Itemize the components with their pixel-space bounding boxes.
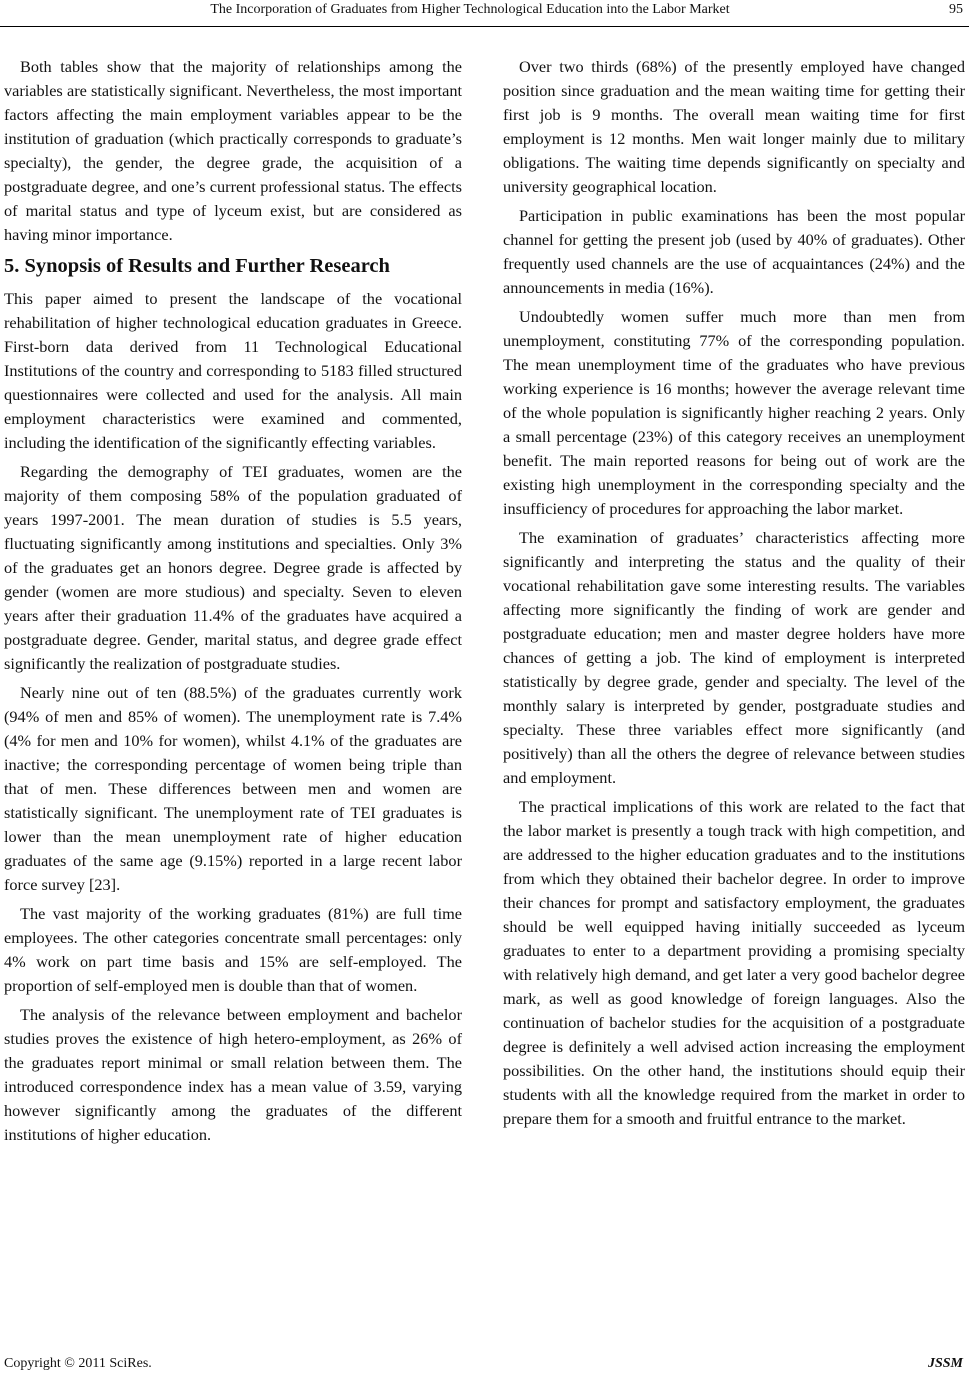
journal-abbreviation: JSSM bbox=[927, 1356, 963, 1371]
copyright-notice: Copyright © 2011 SciRes. bbox=[4, 1356, 152, 1371]
page-number: 95 bbox=[949, 2, 963, 17]
paragraph: Undoubtedly women suffer much more than men from unemployment, constituting 77% of the corresponding population. The mean unemployment time of the graduates who have previous working experience is 16 months; however the average relevant time of the whole population is significantly higher reaching 2 years. Only a small percentage (23%) of this category receives an unemployment benefit. The main reported reasons for being out of work are the existing high unemployment in the corresponding specialty and the insufficiency of procedures for approaching the labor market. bbox=[503, 307, 965, 518]
section-heading: 5. Synopsis of Results and Further Research bbox=[4, 255, 390, 277]
paragraph: Nearly nine out of ten (88.5%) of the graduates currently work (94% of men and 85% of women). The unemployment rate is 7.4% (4% for men and 10% for women), whilst 4.1% of the graduates are inactive; the corresponding percentage of women being triple than that of men. These differences between men and women are statistically significant. The unemployment rate of TEI graduates is lower than the mean unemployment rate of higher education graduates of the same age (9.15%) reported in a large recent labor force survey [23]. bbox=[4, 683, 462, 894]
paragraph: The examination of graduates’ characteristics affecting more significantly and interpreting the status and the quality of their vocational rehabilitation gave some interesting results. The variables affecting more significantly the finding of work are gender and postgraduate education; men and master degree holders have more chances of getting a job. The kind of employment is interpreted statistically by degree grade, gender and specialty. The level of the monthly salary is interpreted by gender, postgraduate studies and specialty. These three variables effect more significantly (and positively) than all the others the degree of relevance between studies and employment. bbox=[503, 528, 965, 787]
paragraph: The analysis of the relevance between employment and bachelor studies proves the existence of high hetero-employment, as 26% of the graduates report minimal or small relation between them. The introduced correspondence index has a mean value of 3.59, varying however significantly among the graduates of the different institutions of higher education. bbox=[4, 1005, 462, 1144]
paragraph: This paper aimed to present the landscape of the vocational rehabilitation of higher technological education graduates in Greece. First-born data derived from 11 Technological Educational Institutions of the country and corresponding to 5183 filled structured questionnaires were collected and used for the analysis. All main employment characteristics were examined and commented, including the identification of the significantly effecting variables. bbox=[4, 289, 462, 452]
header-rule bbox=[0, 26, 969, 27]
paragraph: The practical implications of this work are related to the fact that the labor market is presently a tough track with high competition, and are addressed to the higher education graduates and to the institutions from which they obtained their bachelor degree. In order to improve their chances for prompt and satisfactory employment, the graduates should be well equipped having initially succeeded as lyceum graduates to enter to a department providing a promising specialty with relatively high demand, and get later a very good bachelor degree mark, as well as good knowledge of foreign languages. Also the continuation of bachelor studies for the acquisition of a postgraduate degree is definitely a well advised action increasing the employment possibilities. On the other hand, the institutions should equip their students with all the knowledge required from the market in order to prepare them for a smooth and fruitful entrance to the market. bbox=[503, 797, 965, 1128]
paragraph: Over two thirds (68%) of the presently employed have changed position since graduation and the mean waiting time for getting their first job is 9 months. The overall mean waiting time for first employment is 12 months. Men wait longer mainly due to military obligations. The waiting time depends significantly on specialty and university geographical location. bbox=[503, 57, 965, 196]
running-title: The Incorporation of Graduates from Higher Technological Education into the Labor Market bbox=[210, 2, 730, 17]
paragraph: Both tables show that the majority of relationships among the variables are statistically significant. Nevertheless, the most important factors affecting the main employment variables appear to be the institution of graduation (which practically corresponds to graduate’s specialty), the gender, the degree grade, the acquisition of a postgraduate degree, and one’s current professional status. The effects of marital status and type of lyceum exist, but are considered as having minor importance. bbox=[4, 57, 462, 244]
right-column bbox=[503, 55, 965, 1136]
paragraph: The vast majority of the working graduates (81%) are full time employees. The other categories concentrate small percentages: only 4% work on part time basis and 15% are self-employed. The proportion of self-employed men is double than that of women. bbox=[4, 904, 462, 995]
paragraph: Participation in public examinations has been the most popular channel for getting the present job (used by 40% of graduates). Other frequently used channels are the use of acquaintances (24%) and the announcements in media (16%). bbox=[503, 206, 965, 297]
paragraph: Regarding the demography of TEI graduates, women are the majority of them composing 58% of the population graduated of years 1997-2001. The mean duration of studies is 5.5 years, fluctuating significantly among institutions and specialties. Only 3% of the graduates get an honors degree. Degree grade is affected by gender (women are more studious) and specialty. Seven to eleven years after their graduation 11.4% of the graduates have acquired a postgraduate degree. Gender, marital status, and degree grade effect significantly the realization of postgraduate studies. bbox=[4, 462, 462, 673]
left-column bbox=[4, 55, 462, 1152]
running-header bbox=[0, 2, 969, 24]
page-footer bbox=[0, 1356, 969, 1378]
